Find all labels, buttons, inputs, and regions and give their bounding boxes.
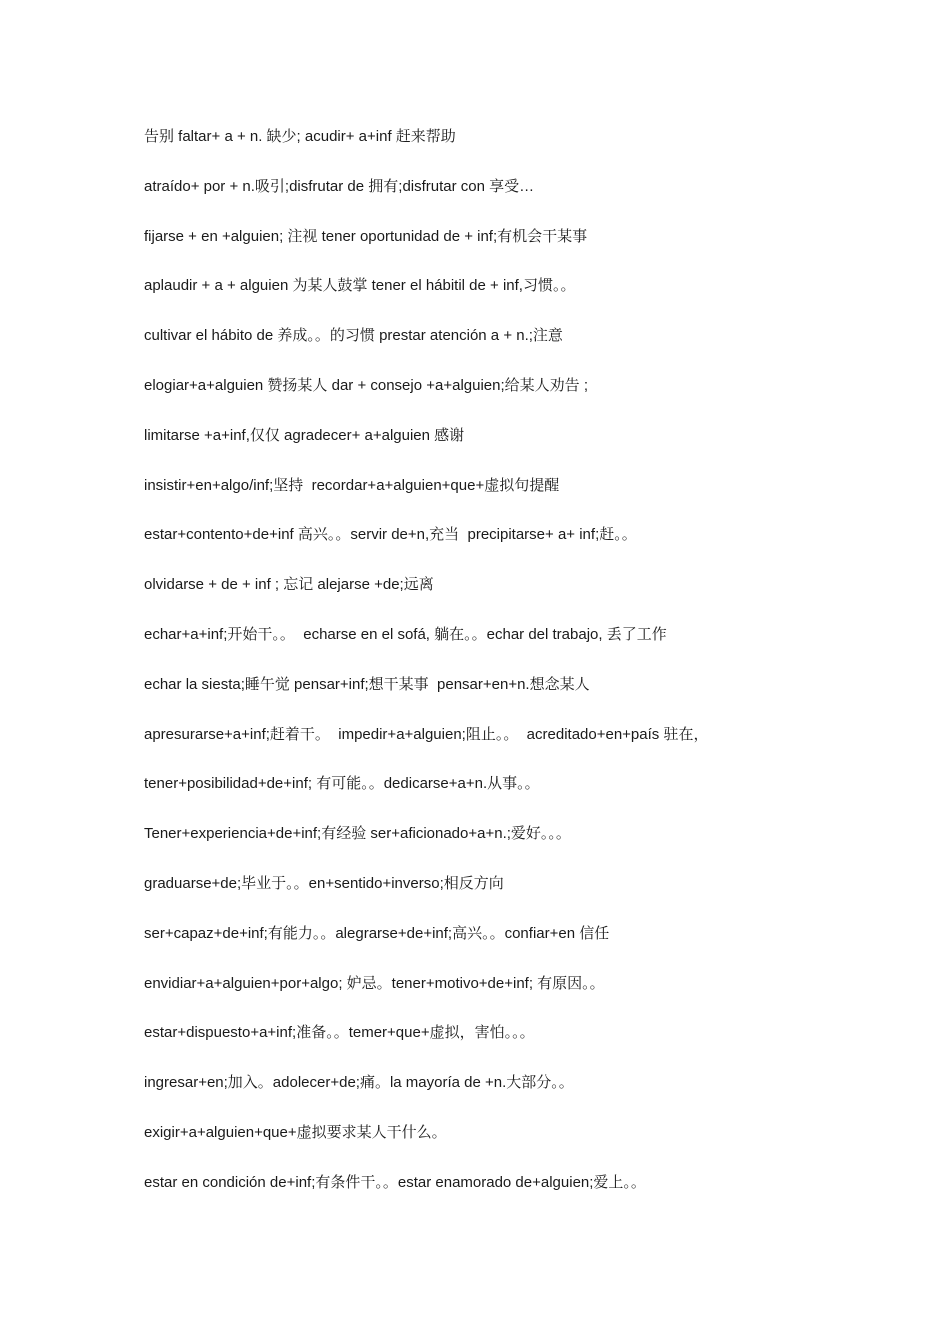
text-line: estar+contento+de+inf 高兴。。servir de+n,充当 precipitarse+ a+ inf;赶。。	[144, 526, 637, 544]
text-line: insistir+en+algo/inf;坚持 recordar+a+alguien+que+虚拟句提醒	[144, 476, 560, 494]
text-line: ser+capaz+de+inf;有能力。。alegrarse+de+inf;高兴。。confiar+en 信任	[144, 924, 610, 942]
text-line: 告别 faltar+ a + n. 缺少; acudir+ a+inf 赶来帮助	[144, 128, 456, 145]
text-line: graduarse+de;毕业于。。en+sentido+inverso;相反方向	[144, 874, 504, 892]
text-line: echar+a+inf;开始干。。 echarse en el sofá, 躺在。。echar del trabajo, 丢了工作	[144, 625, 667, 643]
text-line: Tener+experiencia+de+inf;有经验 ser+aficionado+a+n.;爱好。。。	[144, 825, 571, 843]
text-line: atraído+ por + n.吸引;disfrutar de 拥有;disfrutar con 享受…	[144, 177, 535, 195]
text-line: elogiar+a+alguien 赞扬某人 dar + consejo +a+alguien;给某人劝告 ;	[144, 376, 588, 394]
text-line: olvidarse + de + inf ; 忘记 alejarse +de;远离	[144, 576, 434, 594]
text-line: estar en condición de+inf;有条件干。。estar enamorado de+alguien;爱上。。	[144, 1173, 646, 1191]
text-line: apresurarse+a+inf;赶着干。 impedir+a+alguien;阻止。。 acreditado+en+país 驻在，	[144, 725, 709, 743]
text-line: estar+dispuesto+a+inf;准备。。temer+que+虚拟，害怕。。。	[144, 1024, 535, 1042]
text-line: cultivar el hábito de 养成。。的习惯 prestar atención a + n.;注意	[144, 327, 563, 345]
text-body	[144, 124, 924, 1220]
text-line: fijarse + en +alguien; 注视 tener oportunidad de + inf;有机会干某事	[144, 227, 588, 245]
text-line: exigir+a+alguien+que+虚拟要求某人干什么。	[144, 1123, 447, 1141]
text-line: aplaudir + a + alguien 为某人鼓掌 tener el hábitil de + inf,习惯。。	[144, 277, 576, 295]
text-line: envidiar+a+alguien+por+algo; 妒忌。tener+motivo+de+inf; 有原因。。	[144, 974, 605, 992]
text-line: limitarse +a+inf,仅仅 agradecer+ a+alguien 感谢	[144, 426, 465, 444]
text-line: tener+posibilidad+de+inf; 有可能。。dedicarse+a+n.从事。。	[144, 775, 540, 793]
text-line: ingresar+en;加入。adolecer+de;痛。la mayoría de +n.大部分。。	[144, 1074, 574, 1092]
text-line: echar la siesta;睡午觉 pensar+inf;想干某事 pensar+en+n.想念某人	[144, 675, 590, 693]
